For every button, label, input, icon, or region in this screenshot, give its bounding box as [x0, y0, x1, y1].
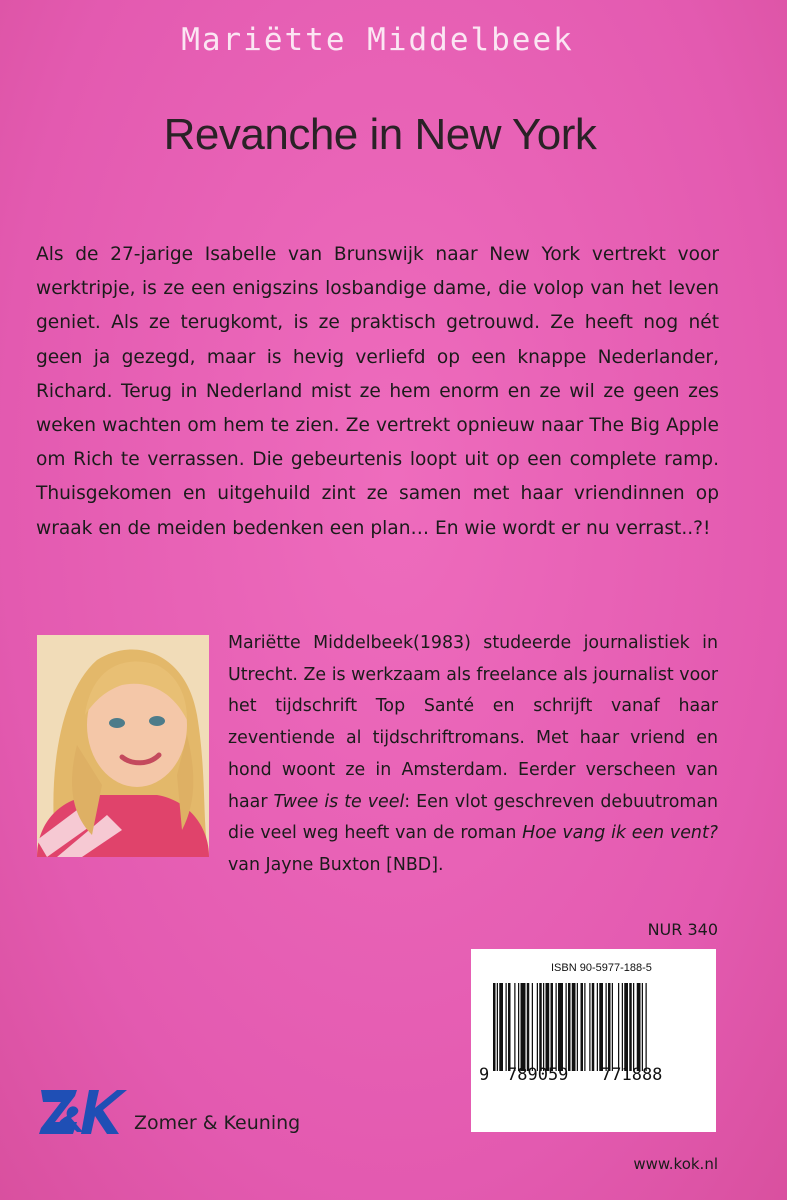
author-name: Mariëtte Middelbeek — [181, 22, 574, 58]
author-photo — [37, 635, 209, 857]
publisher-website: www.kok.nl — [633, 1155, 718, 1173]
book-title: Revanche in New York — [163, 110, 597, 159]
author-portrait-illustration — [37, 635, 209, 857]
author-bio — [228, 628, 718, 882]
bio-book-title-1: Twee is te veel — [273, 791, 405, 812]
barcode-panel — [471, 949, 716, 1132]
ean-right-group: 771888 — [601, 1065, 663, 1085]
bio-text-part-3: van Jayne Buxton [NBD]. — [228, 854, 444, 875]
barcode-icon — [493, 983, 693, 1071]
isbn-number: ISBN 90-5977-188-5 — [551, 962, 652, 974]
bio-book-title-2: Hoe vang ik een vent? — [522, 823, 718, 844]
ean-left-group: 789059 — [507, 1065, 569, 1085]
ean-first-digit: 9 — [479, 1065, 490, 1085]
publisher-name: Zomer & Keuning — [134, 1112, 301, 1134]
bio-text-part-2: : Een vlot geschreven debuutroman die veel weg heeft van de roman — [228, 791, 719, 844]
bio-text-part-1: Mariëtte Middelbeek(1983) studeerde journalistiek in Utrecht. Ze is werkzaam als freelance als journalist voor het tijdschrift Top Santé en schrijft vanaf haar zeventiende al tijdschriftromans. Met haar vriend en hond woont ze in Amsterdam. Eerder verscheen van haar — [228, 633, 718, 812]
zk-logo-icon — [37, 1086, 127, 1138]
blurb-text: Als de 27-jarige Isabelle van Brunswijk naar New York vertrekt voor werktripje, is ze een enigszins losbandige dame, die volop van het leven geniet. Als ze terugkomt, is ze praktisch getrouwd. Ze heeft nog nét geen ja gezegd, maar is hevig verliefd op een knappe Nederlander, Richard. Terug in Nederland mist ze hem enorm en ze wil ze geen zes weken wachten om hem te zien. Ze vertrekt opnieuw naar The Big Apple om Rich te verrassen. Die gebeurtenis loopt uit op een complete ramp. Thuisgekomen en uitgehuild zint ze samen met haar vriendinnen op wraak en de meiden bedenken een plan… En wie wordt er nu verrast..?! — [36, 244, 719, 539]
nur-code: NUR 340 — [647, 920, 718, 939]
